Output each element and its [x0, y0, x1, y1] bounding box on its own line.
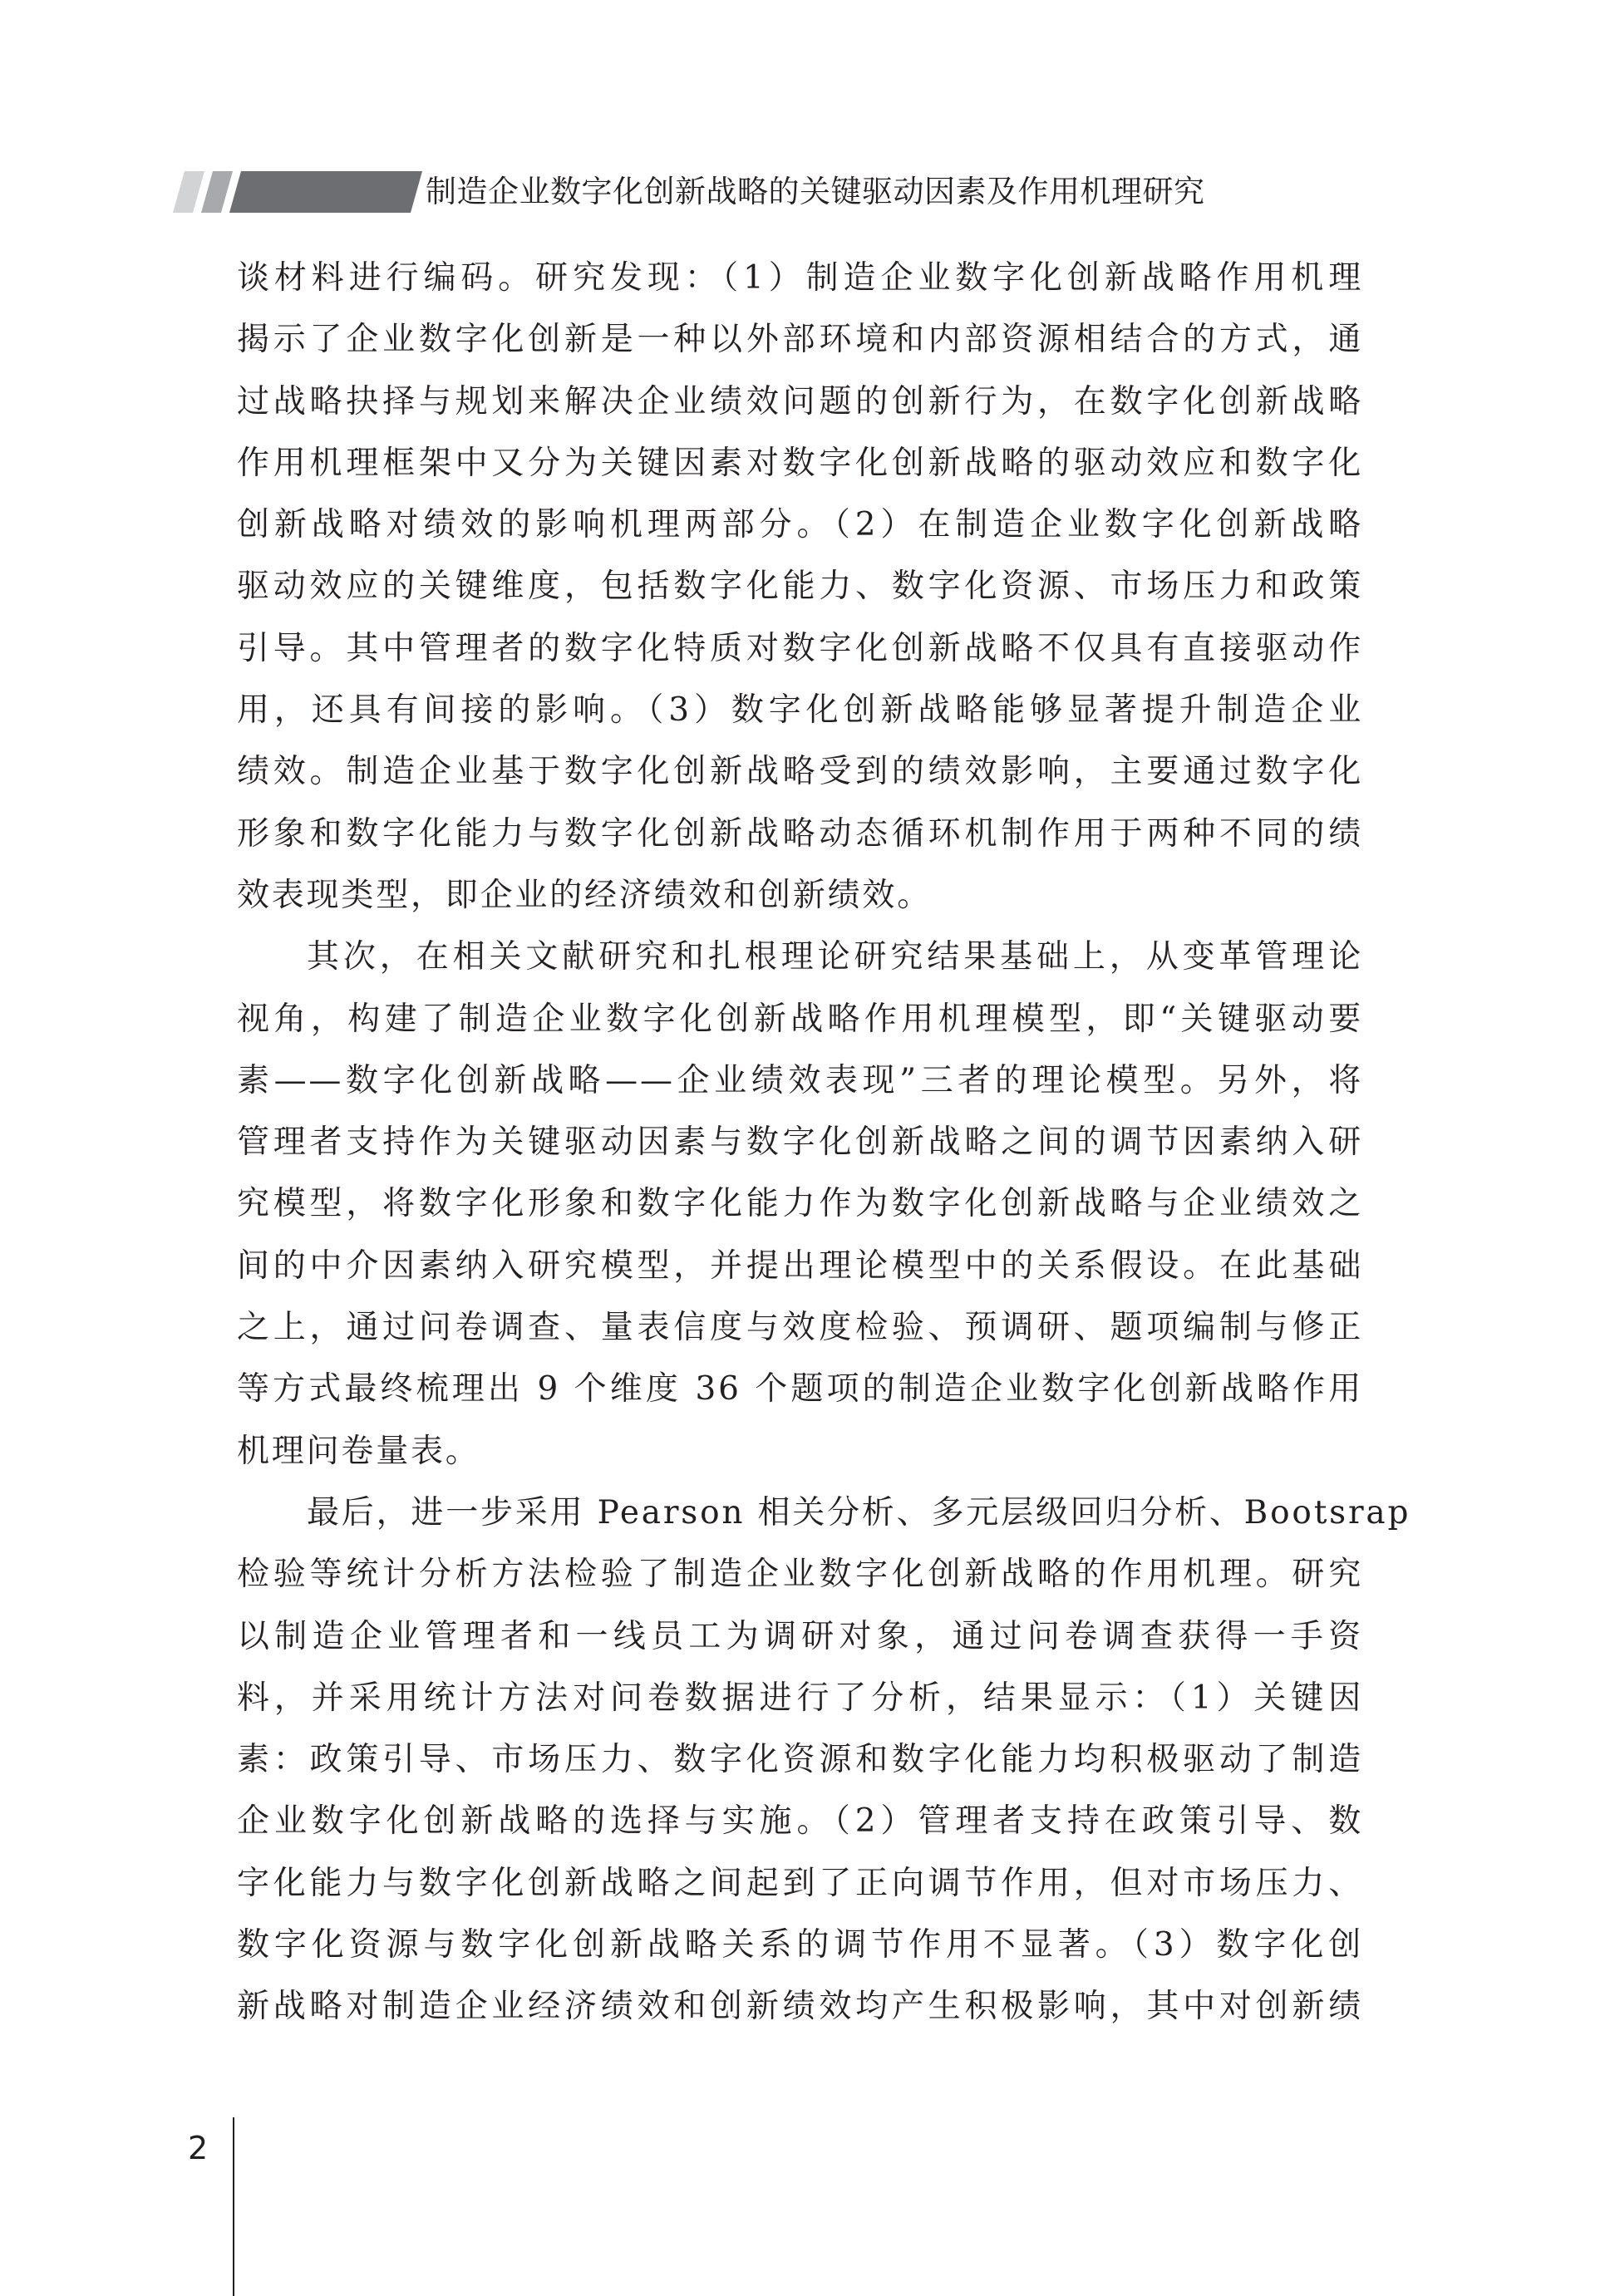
text-line: 新战略对制造企业经济绩效和创新绩效均产生积极影响，其中对创新绩 — [237, 1988, 1363, 2026]
text-line: 绩效。制造企业基于数字化创新战略受到的绩效影响，主要通过数字化 — [237, 753, 1363, 791]
text-line: 形象和数字化能力与数字化创新战略动态循环机制作用于两种不同的绩 — [237, 814, 1363, 853]
text-line: 驱动效应的关键维度，包括数字化能力、数字化资源、市场压力和政策 — [237, 568, 1363, 606]
text-line: 引导。其中管理者的数字化特质对数字化创新战略不仅具有直接驱动作 — [237, 629, 1363, 667]
margin-rule — [233, 2117, 234, 2296]
text-line: 检验等统计分析方法检验了制造企业数字化创新战略的作用机理。研究 — [237, 1556, 1363, 1594]
text-line: 究模型，将数字化形象和数字化能力作为数字化创新战略与企业绩效之 — [237, 1185, 1363, 1223]
header-stripe-2 — [201, 171, 233, 213]
text-line: 管理者支持作为关键驱动因素与数字化创新战略之间的调节因素纳入研 — [237, 1123, 1363, 1162]
text-line: 之上，通过问卷调查、量表信度与效度检验、预调研、题项编制与修正 — [237, 1309, 1363, 1347]
text-line: 素——数字化创新战略——企业绩效表现”三者的理论模型。另外，将 — [237, 1061, 1363, 1099]
text-line: 最后，进一步采用 Pearson 相关分析、多元层级回归分析、Bootsrap — [307, 1493, 1411, 1531]
text-line: 谈材料进行编码。研究发现：（1）制造企业数字化创新战略作用机理 — [237, 259, 1363, 297]
text-line: 企业数字化创新战略的选择与实施。（2）管理者支持在政策引导、数 — [237, 1802, 1363, 1841]
text-line: 视角，构建了制造企业数字化创新战略作用机理模型，即“关键驱动要 — [237, 1000, 1363, 1038]
text-line: 素：政策引导、市场压力、数字化资源和数字化能力均积极驱动了制造 — [237, 1741, 1363, 1779]
header-decoration-band — [173, 171, 422, 213]
paragraph-1 — [237, 248, 1363, 927]
text-line: 效表现类型，即企业的经济绩效和创新绩效。 — [237, 876, 933, 914]
text-line: 过战略抉择与规划来解决企业绩效问题的创新行为，在数字化创新战略 — [237, 382, 1363, 420]
header-stripe-1 — [173, 171, 204, 213]
text-line: 数字化资源与数字化创新战略关系的调节作用不显著。（3）数字化创 — [237, 1926, 1363, 1964]
paragraph-2 — [237, 927, 1363, 1482]
text-line: 等方式最终梳理出 9 个维度 36 个题项的制造企业数字化创新战略作用 — [237, 1370, 1363, 1409]
text-line: 间的中介因素纳入研究模型，并提出理论模型中的关系假设。在此基础 — [237, 1246, 1363, 1285]
body-text — [237, 248, 1411, 2038]
text-line: 作用机理框架中又分为关键因素对数字化创新战略的驱动效应和数字化 — [237, 444, 1363, 482]
text-line: 创新战略对绩效的影响机理两部分。（2）在制造企业数字化创新战略 — [237, 506, 1363, 544]
text-line: 机理问卷量表。 — [237, 1432, 480, 1470]
text-line: 以制造企业管理者和一线员工为调研对象，通过问卷调查获得一手资 — [237, 1617, 1363, 1655]
paragraph-3 — [237, 1482, 1411, 2038]
text-line: 其次，在相关文献研究和扎根理论研究结果基础上，从变革管理论 — [307, 938, 1363, 976]
page-number: 2 — [188, 2130, 209, 2166]
text-line: 揭示了企业数字化创新是一种以外部环境和内部资源相结合的方式，通 — [237, 321, 1363, 359]
header-stripe-3 — [229, 171, 422, 213]
running-title: 制造企业数字化创新战略的关键驱动因素及作用机理研究 — [426, 174, 1205, 209]
text-line: 用，还具有间接的影响。（3）数字化创新战略能够显著提升制造企业 — [237, 691, 1363, 730]
text-line: 字化能力与数字化创新战略之间起到了正向调节作用，但对市场压力、 — [237, 1864, 1363, 1902]
text-line: 料，并采用统计方法对问卷数据进行了分析，结果显示：（1）关键因 — [237, 1679, 1363, 1717]
